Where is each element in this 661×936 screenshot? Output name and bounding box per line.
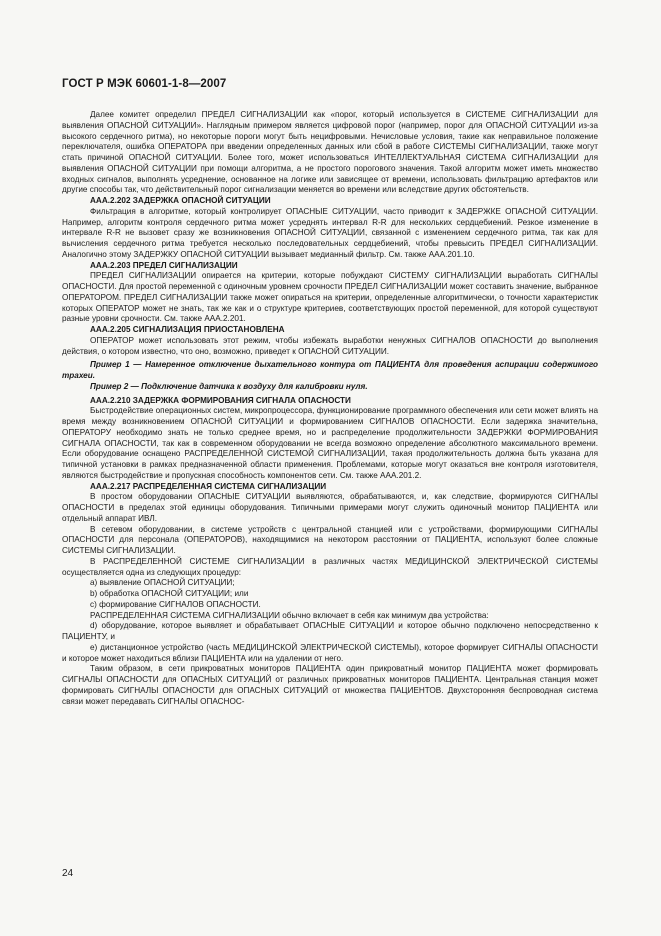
paragraph: Быстродействие операционных систем, микропроцессора, функционирование программного обеспечения или сети может влиять на время между возникновением ОПАСНОЙ СИТУАЦИИ и формированием СИГНАЛОВ ОПАСНОСТИ. Если задержка значительна, ОПЕРАТОРУ необходимо знать не только среднее время, но и распределение продолжительности ЗАДЕРЖКИ ФОРМИРОВАНИЯ СИГНАЛА ОПАСНОСТИ, так как в современном оборудовании не всегда возможно определение абсолютного максимального времени. Если оборудование оснащено РАСПРЕДЕЛЕННОЙ СИСТЕМОЙ СИГНАЛИЗАЦИИ, такая продолжительность должна быть указана для типичной установки в рамках предназначенной области применения. Проблемами, которые могут оказаться вне контроля изготовителя, являются быстродействие и пропускная способность компонентов сети. См. также ААА.201.2. xyxy=(62,406,598,480)
section-heading: ААА.2.217 РАСПРЕДЕЛЕННАЯ СИСТЕМА СИГНАЛИЗАЦИИ xyxy=(90,481,327,491)
paragraph: Фильтрация в алгоритме, который контролирует ОПАСНЫЕ СИТУАЦИИ, часто приводит к ЗАДЕРЖКЕ ОПАСНОЙ СИТУАЦИИ. Например, алгоритм контроля сердечного ритма может усреднять интервал R-R для нескольких сердцебиений. Резкое изменение в интервале R-R не вызовет сразу же возникновения ОПАСНОЙ СИТУАЦИИ, связанной с изменением сердечного ритма, так как для вычисления сердечного ритма требуется несколько последовательных сердцебиений, чтобы превысить ПРЕДЕЛ СИГНАЛИЗАЦИИ. Аналогично этому ЗАДЕРЖКУ ОПАСНОЙ СИТУАЦИИ вызывает медианный фильтр. См. также ААА.201.10. xyxy=(62,206,598,259)
example-note: Пример 1 — Намеренное отключение дыхательного контура от ПАЦИЕНТА для проведения аспирации содержимого трахеи. xyxy=(62,360,598,380)
paragraph: В сетевом оборудовании, в системе устройств с центральной станцией или с устройствами, формирующими СИГНАЛЫ ОПАСНОСТИ для персонала (ОПЕРАТОРОВ), находящимися на некотором расстоянии от ПАЦИЕНТА, используют более сложные СИСТЕМЫ СИГНАЛИЗАЦИИ. xyxy=(62,524,598,555)
paragraph: В РАСПРЕДЕЛЕННОЙ СИСТЕМЕ СИГНАЛИЗАЦИИ в различных частях МЕДИЦИНСКОЙ ЭЛЕКТРИЧЕСКОЙ СИСТЕМЫ осуществляется одна из следующих процедур: xyxy=(62,556,598,577)
paragraph: Таким образом, в сети прикроватных мониторов ПАЦИЕНТА один прикроватный монитор ПАЦИЕНТА может формировать СИГНАЛЫ ОПАСНОСТИ для ОПАСНЫХ СИТУАЦИЙ от различных прикроватных мониторов ПАЦИЕНТА. Центральная станция может формировать СИГНАЛЫ ОПАСНОСТИ для ОПАСНЫХ СИТУАЦИЙ от множества ПАЦИЕНТОВ. Двухсторонняя беспроводная система связи может передавать СИГНАЛЫ ОПАСНОС- xyxy=(62,664,598,706)
paragraph: ОПЕРАТОР может использовать этот режим, чтобы избежать выработки ненужных СИГНАЛОВ ОПАСНОСТИ до выполнения действия, о котором известно, что оно, возможно, приведет к ОПАСНОЙ СИТУАЦИИ. xyxy=(62,335,598,356)
list-item: с) формирование СИГНАЛОВ ОПАСНОСТИ. xyxy=(90,599,261,609)
document-body xyxy=(62,110,598,707)
paragraph: Далее комитет определил ПРЕДЕЛ СИГНАЛИЗАЦИИ как «порог, который используется в СИСТЕМЕ СИГНАЛИЗАЦИИ для выявления ОПАСНОЙ СИТУАЦИИ». Наглядным примером является цифровой порог (например, порог для ОПАСНОЙ СИТУАЦИИ из-за высокого сердечного ритма), но некоторые пороги могут быть нецифровыми. Нечисловые условия, такие как неправильное положение переключателя, ошибка ОПЕРАТОРА при введении определенных данных или сбой в работе СИСТЕМЫ СИГНАЛИЗАЦИИ, также могут стать причиной ОПАСНОЙ СИТУАЦИИ. Более того, может использоваться ИНТЕЛЛЕКТУАЛЬНАЯ СИСТЕМА СИГНАЛИЗАЦИИ для выявления ОПАСНОЙ СИТУАЦИИ при помощи алгоритма, а не простого порогового значения. Такой алгоритм может иметь множество входных сигналов, выполнять усреднение, основанное на логике или зависящее от времени, использовать фильтрацию артефактов или другие способы так, что действительный порог сигнализации меняется во времени или вследствие других обстоятельств. xyxy=(62,110,598,195)
paragraph: ПРЕДЕЛ СИГНАЛИЗАЦИИ опирается на критерии, которые побуждают СИСТЕМУ СИГНАЛИЗАЦИИ выработать СИГНАЛЫ ОПАСНОСТИ. Для простой переменной с одиночным уровнем срочности ПРЕДЕЛ СИГНАЛИЗАЦИИ может составить значение, выбранное ОПЕРАТОРОМ. ПРЕДЕЛ СИГНАЛИЗАЦИИ также может опираться на критерии, определенные алгоритмически, о точности характеристик которых ОПЕРАТОР может не знать, так же как и о структуре критериев, соответствующих простой переменной, для которой существуют разные уровни срочности. См. также ААА.2.201. xyxy=(62,271,598,324)
section-heading: ААА.2.205 СИГНАЛИЗАЦИЯ ПРИОСТАНОВЛЕНА xyxy=(90,325,285,334)
document-header: ГОСТ Р МЭК 60601-1-8—2007 xyxy=(62,78,227,90)
paragraph: РАСПРЕДЕЛЕННАЯ СИСТЕМА СИГНАЛИЗАЦИИ обычно включает в себя как минимум два устройства: xyxy=(90,610,489,620)
list-item: е) дистанционное устройство (часть МЕДИЦИНСКОЙ ЭЛЕКТРИЧЕСКОЙ СИСТЕМЫ), которое формирует СИГНАЛЫ ОПАСНОСТИ и которое может находиться вблизи ПАЦИЕНТА или на удалении от него. xyxy=(62,642,598,663)
list-item: а) выявление ОПАСНОЙ СИТУАЦИИ; xyxy=(90,578,235,588)
section-heading: ААА.2.203 ПРЕДЕЛ СИГНАЛИЗАЦИИ xyxy=(90,260,238,270)
paragraph: В простом оборудовании ОПАСНЫЕ СИТУАЦИИ выявляются, обрабатываются, и, как следствие, формируются СИГНАЛЫ ОПАСНОСТИ в пределах этой единицы оборудования. Типичными примерами могут служить одиночный монитор ПАЦИЕНТА или отдельный аппарат ИВЛ. xyxy=(62,492,598,523)
example-note: Пример 2 — Подключение датчика к воздуху для калибровки нуля. xyxy=(90,381,368,391)
section-heading: ААА.2.210 ЗАДЕРЖКА ФОРМИРОВАНИЯ СИГНАЛА ОПАСНОСТИ xyxy=(90,395,351,405)
page-number: 24 xyxy=(62,868,74,879)
list-item: d) оборудование, которое выявляет и обрабатывает ОПАСНЫЕ СИТУАЦИИ и которое обычно подключено непосредственно к ПАЦИЕНТУ, и xyxy=(62,621,598,641)
list-item: b) обработка ОПАСНОЙ СИТУАЦИИ; или xyxy=(90,589,249,598)
section-heading: ААА.2.202 ЗАДЕРЖКА ОПАСНОЙ СИТУАЦИИ xyxy=(90,196,271,205)
